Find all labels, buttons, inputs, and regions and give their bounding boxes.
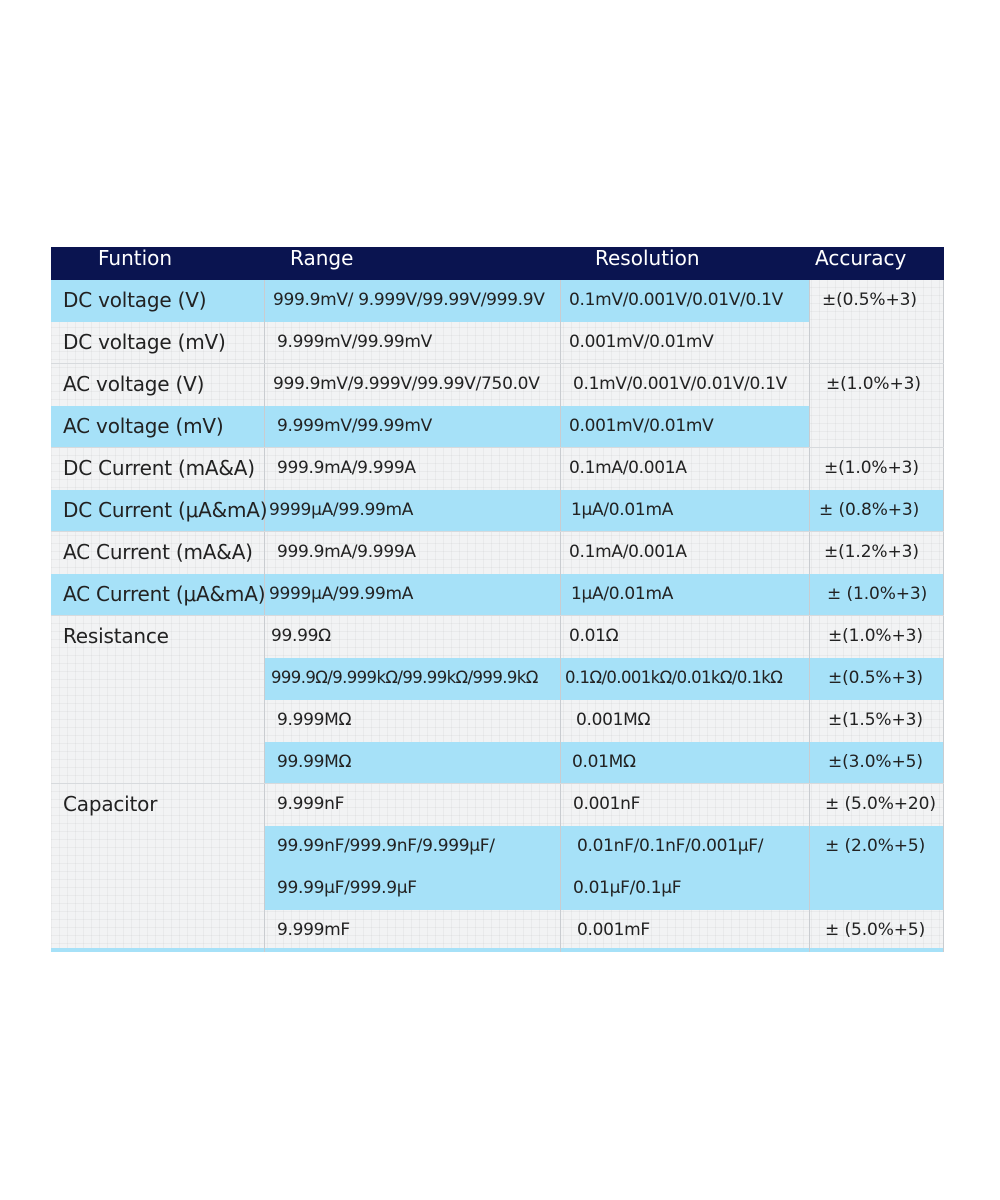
function-cell: DC Current (μA&mA) <box>63 498 268 522</box>
range-cell: 99.99MΩ <box>277 752 352 772</box>
range-cell: 999.9mV/ 9.999V/99.99V/999.9V <box>273 290 545 310</box>
header-range: Range <box>290 247 354 270</box>
range-cell: 9.999MΩ <box>277 710 352 730</box>
row-divider <box>51 531 944 532</box>
row-divider <box>51 363 944 364</box>
resolution-cell: 0.1mA/0.001A <box>569 458 687 478</box>
range-cell: 9999μA/99.99mA <box>269 500 414 520</box>
accuracy-cell: ±(1.0%+3) <box>824 458 919 478</box>
resolution-cell: 1μA/0.01mA <box>571 500 674 520</box>
range-cell: 9.999mF <box>277 920 350 940</box>
function-cell: DC voltage (V) <box>63 288 207 312</box>
accuracy-cell: ±(1.5%+3) <box>828 710 923 730</box>
resolution-cell: 0.001MΩ <box>576 710 651 730</box>
function-cell: AC Current (μA&mA) <box>63 582 266 606</box>
accuracy-cell: ±(1.0%+3) <box>826 374 921 394</box>
function-cell: AC voltage (mV) <box>63 414 224 438</box>
function-cell: Resistance <box>63 624 169 648</box>
function-cell: DC voltage (mV) <box>63 330 226 354</box>
accuracy-cell: ±(3.0%+5) <box>828 752 923 772</box>
row-divider <box>51 615 944 616</box>
function-cell: DC Current (mA&A) <box>63 456 255 480</box>
resolution-cell: 0.1mA/0.001A <box>569 542 687 562</box>
accuracy-cell: ± (0.8%+3) <box>819 500 920 520</box>
column-divider <box>943 247 944 952</box>
header-accuracy: Accuracy <box>815 247 907 270</box>
range-cell: 99.99μF/999.9μF <box>277 878 417 898</box>
accuracy-cell: ±(1.2%+3) <box>824 542 919 562</box>
resolution-cell: 0.1Ω/0.001kΩ/0.01kΩ/0.1kΩ <box>565 668 783 687</box>
bottom-strip <box>51 948 944 952</box>
function-cell: Capacitor <box>63 792 158 816</box>
resolution-cell: 0.001mF <box>577 920 650 940</box>
table-header <box>51 247 944 280</box>
range-cell: 999.9mV/9.999V/99.99V/750.0V <box>273 374 540 394</box>
resolution-cell: 0.001nF <box>573 794 641 814</box>
column-divider <box>560 247 561 952</box>
row-divider <box>51 447 944 448</box>
range-cell: 999.9mA/9.999A <box>277 542 416 562</box>
accuracy-cell: ± (2.0%+5) <box>825 836 926 856</box>
accuracy-cell: ± (5.0%+5) <box>825 920 926 940</box>
resolution-cell: 0.01nF/0.1nF/0.001μF/ <box>577 836 764 856</box>
range-cell: 99.99Ω <box>271 626 331 646</box>
header-resolution: Resolution <box>595 247 700 270</box>
range-cell: 9.999mV/99.99mV <box>277 416 432 436</box>
header-function: Funtion <box>98 247 173 270</box>
range-cell: 999.9mA/9.999A <box>277 458 416 478</box>
accuracy-cell: ±(0.5%+3) <box>828 668 923 688</box>
range-cell: 99.99nF/999.9nF/9.999μF/ <box>277 836 495 856</box>
resolution-cell: 0.001mV/0.01mV <box>569 416 714 436</box>
resolution-cell: 0.01Ω <box>569 626 619 646</box>
spec-table <box>51 247 944 952</box>
range-cell: 9.999mV/99.99mV <box>277 332 432 352</box>
accuracy-cell: ±(1.0%+3) <box>828 626 923 646</box>
resolution-cell: 0.001mV/0.01mV <box>569 332 714 352</box>
resolution-cell: 0.01μF/0.1μF <box>573 878 682 898</box>
range-cell: 9.999nF <box>277 794 345 814</box>
function-cell: AC voltage (V) <box>63 372 205 396</box>
resolution-cell: 0.1mV/0.001V/0.01V/0.1V <box>569 290 783 310</box>
column-divider <box>809 247 810 952</box>
row-divider <box>51 783 944 784</box>
resolution-cell: 0.1mV/0.001V/0.01V/0.1V <box>573 374 787 394</box>
accuracy-cell: ± (5.0%+20) <box>825 794 936 814</box>
accuracy-cell: ± (1.0%+3) <box>827 584 928 604</box>
function-cell: AC Current (mA&A) <box>63 540 253 564</box>
resolution-cell: 1μA/0.01mA <box>571 584 674 604</box>
range-cell: 999.9Ω/9.999kΩ/99.99kΩ/999.9kΩ <box>271 668 538 687</box>
accuracy-cell: ±(0.5%+3) <box>822 290 917 310</box>
range-cell: 9999μA/99.99mA <box>269 584 414 604</box>
resolution-cell: 0.01MΩ <box>572 752 636 772</box>
